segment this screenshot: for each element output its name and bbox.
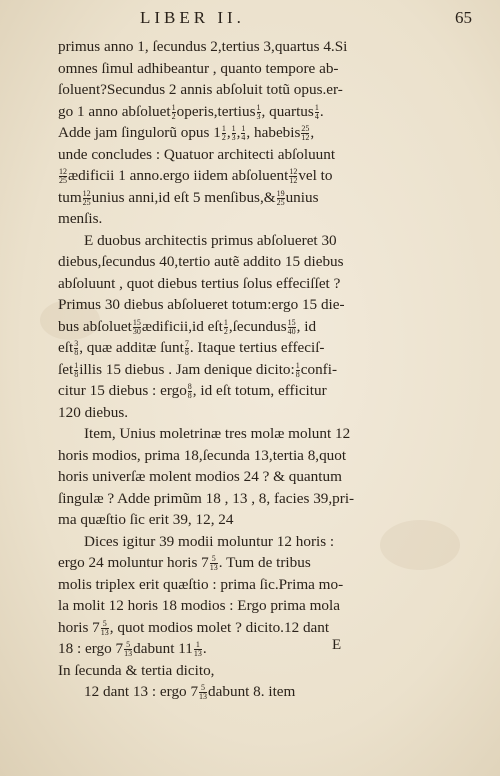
text-line	[58, 144, 398, 166]
fraction-denominator: 8	[74, 369, 79, 379]
text-line	[58, 208, 398, 230]
text-line	[58, 660, 398, 682]
text-line	[58, 273, 398, 295]
line-text: . Itaque tertius effeciſ-	[189, 339, 325, 356]
fraction-numerator: 15	[287, 317, 296, 327]
line-text: vel to	[298, 167, 333, 184]
fraction-denominator: 13	[100, 627, 109, 637]
fraction-numerator: 1	[221, 124, 226, 134]
fraction	[194, 641, 202, 658]
line-text: ma quæſtio ſic erit 39, 12, 24	[58, 511, 234, 528]
text-line	[58, 79, 398, 101]
text-line	[58, 574, 398, 596]
line-text: dabunt 11	[133, 640, 193, 657]
fraction	[210, 555, 218, 572]
fraction	[172, 104, 176, 121]
fraction-denominator: 4	[241, 133, 246, 143]
line-text: diebus,ſecundus 40,tertio autẽ addito 15 diebus	[58, 253, 344, 270]
fraction	[124, 641, 132, 658]
fraction-numerator: 5	[201, 683, 206, 693]
fraction-numerator: 1	[231, 124, 236, 134]
line-text: primus anno 1, ſecundus 2,tertius 3,quartus 4.Si	[58, 38, 348, 55]
fraction-numerator: 3	[74, 339, 79, 349]
fraction-numerator: 1	[74, 360, 79, 370]
text-line	[58, 445, 398, 467]
text-line	[58, 423, 398, 445]
line-text: unius anni,id eſt 5 menſibus,&	[91, 188, 276, 206]
text-line	[58, 101, 398, 123]
fraction	[188, 383, 192, 400]
line-text: , quæ additæ ſunt	[79, 339, 184, 356]
text-line	[58, 58, 398, 80]
text-line	[58, 466, 398, 488]
fraction-numerator: 1	[195, 640, 200, 650]
line-text: confi-	[300, 360, 338, 378]
text-line	[58, 359, 398, 381]
line-text: molis triplex erit quæſtio : prima ſic.Prima mo-	[58, 575, 344, 593]
fraction-denominator: 25	[276, 197, 285, 207]
line-text: dabunt 8. item	[208, 683, 296, 700]
text-line	[58, 316, 398, 338]
fraction-denominator: 12	[289, 176, 298, 186]
text-line	[58, 595, 398, 617]
line-text: ſingulæ ? Adde primũm 18 , 13 , 8, facies 39,pri-	[58, 489, 355, 507]
fraction-denominator: 8	[184, 348, 189, 358]
fraction	[133, 319, 141, 336]
text-line	[58, 488, 398, 510]
fraction	[101, 620, 109, 637]
fraction-denominator: 30	[132, 326, 141, 336]
text-line	[58, 402, 398, 424]
fraction-numerator: 8	[187, 382, 192, 392]
line-text: , id eſt totum, efficitur	[192, 382, 327, 399]
fraction-numerator: 1	[256, 102, 261, 112]
line-text: , quartus	[261, 102, 314, 120]
fraction	[199, 684, 207, 701]
fraction-denominator: 13	[193, 649, 202, 659]
fraction	[222, 125, 226, 142]
fraction-numerator: 1	[314, 102, 319, 112]
fraction-numerator: 5	[211, 554, 216, 564]
fraction-denominator: 8	[187, 391, 192, 401]
fraction	[277, 190, 285, 207]
line-text: ,	[236, 124, 241, 141]
text-line	[58, 165, 398, 187]
line-text: ergo 24 moluntur horis 7	[58, 554, 209, 571]
fraction	[59, 168, 67, 185]
fraction-numerator: 5	[126, 640, 131, 650]
line-text: Primus 30 diebus abſolueret totum:ergo 15 die-	[58, 296, 345, 313]
line-text: horis univerſæ molent modios 24 ? & quantum	[58, 468, 342, 485]
fraction-numerator: 15	[132, 317, 141, 327]
line-text: . Tum de tribus	[218, 554, 311, 571]
fraction-numerator: 12	[289, 167, 298, 177]
line-text: illis 15 diebus . Jam denique dicito:	[79, 360, 295, 378]
catchword: E	[332, 637, 342, 653]
text-line	[58, 230, 398, 252]
line-text: eſt	[58, 339, 74, 356]
line-text: Item, Unius moletrinæ tres molæ molunt 12	[84, 425, 351, 442]
text-line	[58, 531, 398, 553]
line-text: la molit 12 horis 18 modios : Ergo prima mola	[58, 597, 340, 614]
text-line	[58, 638, 398, 660]
line-text: .	[202, 640, 207, 657]
line-text: citur 15 diebus : ergo	[58, 382, 187, 399]
line-text: bus abſoluet	[58, 317, 132, 335]
line-text: operis,tertius	[176, 102, 256, 120]
fraction-denominator: 4	[314, 111, 319, 121]
text-line	[58, 681, 398, 703]
line-text: ,	[226, 124, 231, 141]
line-text: ,	[310, 124, 315, 141]
line-text: , quot modios molet ? dicito.12 dant	[109, 618, 330, 636]
fraction-denominator: 40	[287, 326, 296, 336]
fraction-denominator: 2	[171, 111, 176, 121]
fraction-numerator: 1	[171, 102, 176, 112]
text-line	[58, 509, 398, 531]
line-text: In ſecunda & tertia dicito,	[58, 661, 215, 679]
line-text: , id	[296, 317, 317, 335]
text-line	[58, 617, 398, 639]
line-text: horis modios, prima 18,ſecunda 13,tertia 8,quot	[58, 446, 347, 464]
line-text: menſis.	[58, 210, 103, 227]
fraction	[296, 362, 300, 379]
line-text: go 1 anno abſoluet	[58, 102, 171, 120]
fraction	[315, 104, 319, 121]
fraction	[74, 362, 78, 379]
fraction	[185, 340, 189, 357]
page-number: 65	[455, 8, 472, 27]
fraction-denominator: 8	[74, 348, 79, 358]
fraction	[232, 125, 236, 142]
line-text: abſoluunt , quot diebus tertius ſolus effeciſſet ?	[58, 274, 341, 292]
line-text: E duobus architectis primus abſolueret 30	[84, 231, 337, 249]
line-text: Dices igitur 39 modii moluntur 12 horis :	[84, 532, 335, 550]
fraction	[288, 319, 296, 336]
line-text: ædificii,id eſt	[141, 317, 223, 335]
text-line	[58, 187, 398, 209]
line-text: 12 dant 13 : ergo 7	[84, 683, 199, 700]
text-line	[58, 36, 398, 58]
fraction-numerator: 1	[295, 360, 300, 370]
fraction-numerator: 19	[276, 188, 285, 198]
fraction-numerator: 12	[82, 188, 91, 198]
fraction-denominator: 25	[82, 197, 91, 207]
fraction-denominator: 3	[231, 133, 236, 143]
line-text: .	[319, 102, 324, 120]
fraction-denominator: 13	[209, 563, 218, 573]
line-text: ſoluent?Secundus 2 annis abſoluit totũ opus.er-	[58, 81, 343, 98]
body-text	[58, 36, 398, 703]
text-line	[58, 552, 398, 574]
fraction-numerator: 12	[59, 167, 67, 177]
fraction	[224, 319, 228, 336]
fraction-denominator: 13	[199, 692, 208, 702]
text-line	[58, 337, 398, 359]
fraction	[289, 168, 297, 185]
text-line	[58, 294, 398, 316]
fraction-denominator: 2	[221, 133, 226, 143]
fraction-numerator: 7	[184, 339, 189, 349]
line-text: horis 7	[58, 618, 100, 636]
line-text: omnes ſimul adhibeantur , quanto tempore ab-	[58, 59, 339, 77]
line-text: 18 : ergo 7	[58, 640, 124, 657]
fraction	[257, 104, 261, 121]
text-line	[58, 251, 398, 273]
running-head: LIBER II.	[140, 8, 245, 27]
line-text: ædificii 1 anno.ergo iidem abſoluent	[68, 167, 289, 184]
text-line	[58, 122, 398, 144]
page-header	[140, 8, 472, 32]
fraction-numerator: 25	[301, 124, 310, 134]
fraction-denominator: 13	[124, 649, 133, 659]
fraction	[241, 125, 245, 142]
fraction-numerator: 5	[102, 618, 107, 628]
line-text: ſet	[58, 360, 74, 378]
fraction-denominator: 8	[295, 369, 300, 379]
line-text: 120 diebus.	[58, 403, 129, 421]
line-text: unius	[285, 188, 319, 206]
line-text: Adde jam ſingulorũ opus 1	[58, 124, 221, 141]
text-line	[58, 380, 398, 402]
line-text: tum	[58, 188, 82, 206]
fraction	[301, 125, 309, 142]
fraction-denominator: 3	[256, 111, 261, 121]
fraction-numerator: 1	[223, 317, 228, 327]
fraction-numerator: 1	[241, 124, 246, 134]
fraction	[74, 340, 78, 357]
fraction-denominator: 2	[223, 326, 228, 336]
line-text: ,ſecundus	[228, 317, 287, 335]
line-text: , habebis	[246, 124, 301, 141]
fraction-denominator: 25	[59, 176, 67, 186]
fraction-denominator: 12	[301, 133, 310, 143]
line-text: unde concludes : Quatuor architecti abſoluunt	[58, 145, 336, 163]
fraction	[83, 190, 91, 207]
